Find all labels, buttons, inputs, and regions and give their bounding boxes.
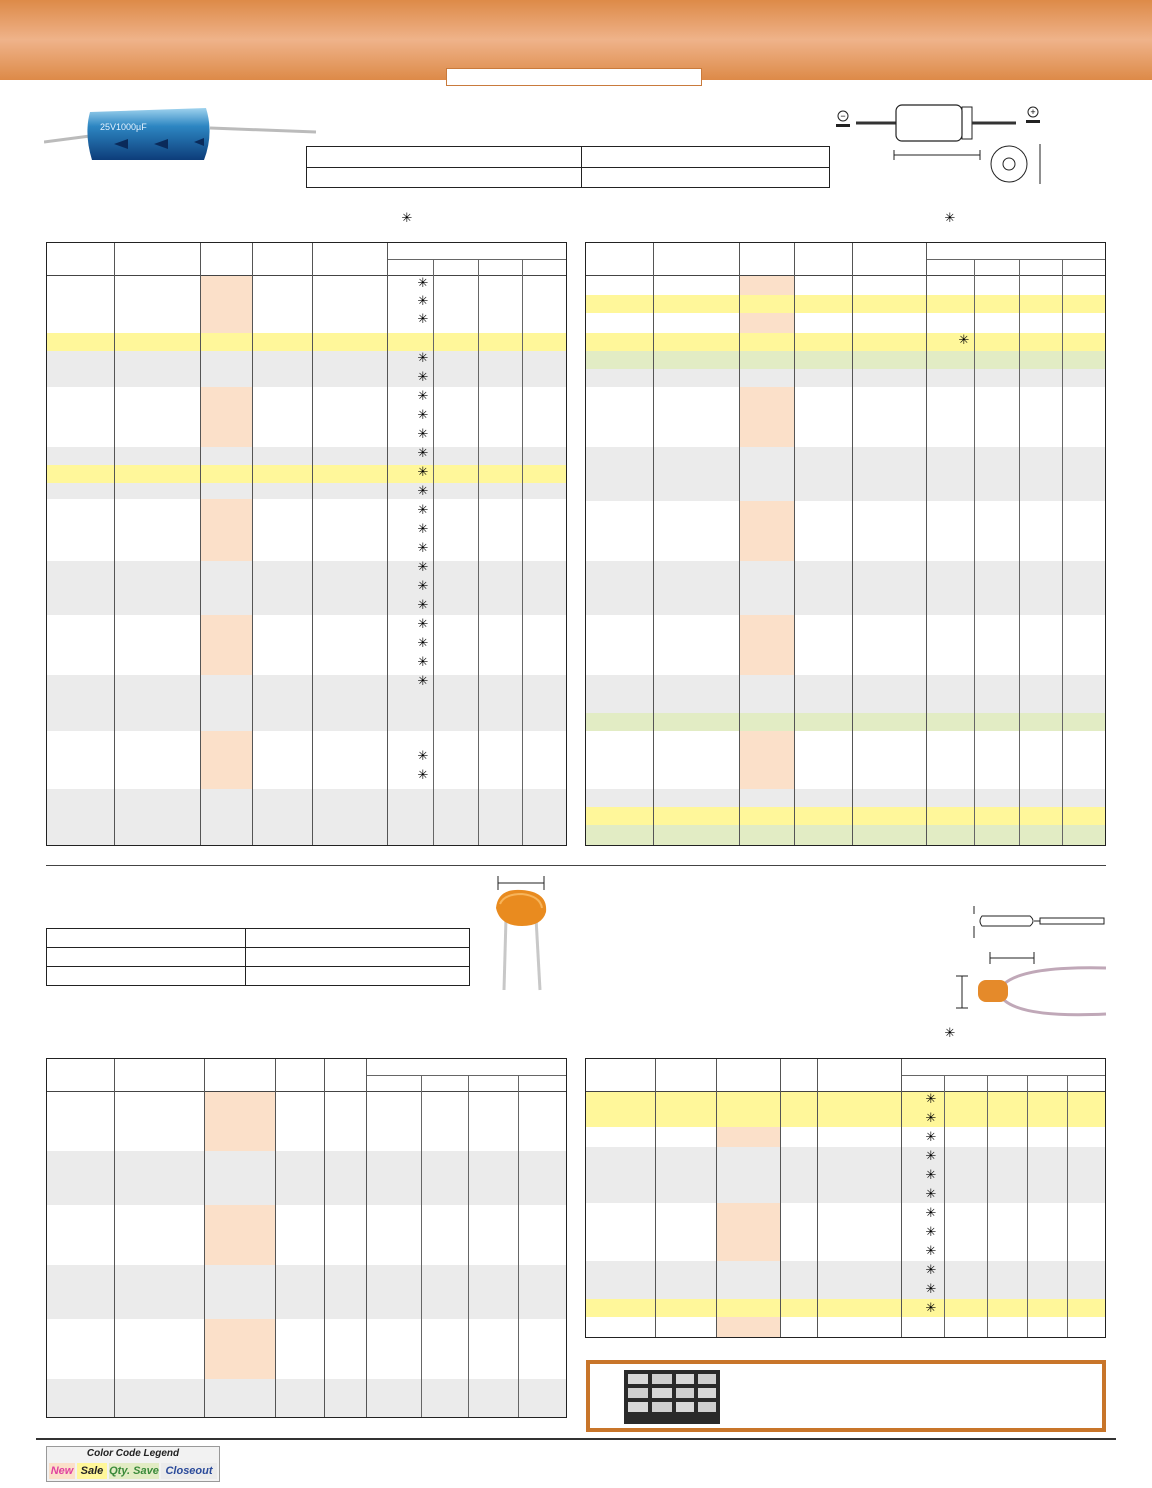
minus-symbol: − <box>840 111 846 121</box>
in-stock-marker: ✳ <box>417 427 429 442</box>
page-subtitle-box <box>446 68 702 86</box>
in-stock-marker: ✳ <box>944 211 956 226</box>
in-stock-marker: ✳ <box>417 503 429 518</box>
qty-save-row <box>586 713 1105 731</box>
in-stock-marker: ✳ <box>925 1301 937 1316</box>
in-stock-marker: ✳ <box>925 1111 937 1126</box>
in-stock-marker: ✳ <box>417 408 429 423</box>
in-stock-marker: ✳ <box>417 674 429 689</box>
new-column <box>204 1091 275 1417</box>
legend-sale: Sale <box>77 1463 107 1479</box>
footer-rule <box>36 1438 1116 1440</box>
in-stock-marker: ✳ <box>417 484 429 499</box>
in-stock-marker: ✳ <box>417 276 429 291</box>
spec-table-ceramic <box>46 928 470 986</box>
in-stock-marker: ✳ <box>417 312 429 327</box>
in-stock-marker: ✳ <box>417 294 429 309</box>
in-stock-marker: ✳ <box>417 655 429 670</box>
legend-title: Color Code Legend <box>86 1448 180 1459</box>
in-stock-marker: ✳ <box>417 522 429 537</box>
capacitor-table-1 <box>46 242 567 846</box>
axial-capacitor-photo <box>44 98 320 178</box>
in-stock-marker: ✳ <box>925 1263 937 1278</box>
in-stock-marker: ✳ <box>944 1026 956 1041</box>
in-stock-marker: ✳ <box>925 1206 937 1221</box>
in-stock-marker: ✳ <box>417 768 429 783</box>
capacitor-table-2 <box>585 242 1106 846</box>
in-stock-marker: ✳ <box>417 598 429 613</box>
sale-row <box>586 807 1105 825</box>
in-stock-marker: ✳ <box>925 1168 937 1183</box>
sale-row <box>586 333 1105 351</box>
in-stock-marker: ✳ <box>417 351 429 366</box>
in-stock-marker: ✳ <box>925 1282 937 1297</box>
in-stock-marker: ✳ <box>417 560 429 575</box>
spec-table-electrolytic <box>306 146 830 188</box>
in-stock-marker: ✳ <box>417 370 429 385</box>
plus-symbol: + <box>1030 107 1036 117</box>
in-stock-marker: ✳ <box>417 636 429 651</box>
axial-dimension-diagram <box>834 100 1058 190</box>
in-stock-marker: ✳ <box>925 1149 937 1164</box>
ceramic-axial-diagram <box>944 896 1108 1024</box>
sale-row <box>47 465 566 483</box>
color-code-legend <box>46 1446 220 1482</box>
section-divider <box>46 865 1106 866</box>
promo-box[interactable] <box>586 1360 1106 1432</box>
in-stock-marker: ✳ <box>417 579 429 594</box>
qty-save-row <box>586 351 1105 369</box>
in-stock-marker: ✳ <box>925 1092 937 1107</box>
in-stock-marker: ✳ <box>925 1130 937 1145</box>
disc-capacitor-photo <box>492 868 554 992</box>
in-stock-marker: ✳ <box>417 389 429 404</box>
in-stock-marker: ✳ <box>417 749 429 764</box>
parts-cabinet-image <box>624 1370 720 1424</box>
sale-row <box>586 295 1105 313</box>
capacitor-print-text: 25V1000µF <box>100 122 147 132</box>
capacitor-table-4 <box>585 1058 1106 1338</box>
in-stock-marker: ✳ <box>417 446 429 461</box>
in-stock-marker: ✳ <box>401 211 413 226</box>
legend-closeout: Closeout <box>161 1463 217 1479</box>
capacitor-table-3 <box>46 1058 567 1418</box>
in-stock-marker: ✳ <box>925 1244 937 1259</box>
in-stock-marker: ✳ <box>925 1225 937 1240</box>
in-stock-marker: ✳ <box>417 541 429 556</box>
in-stock-marker: ✳ <box>958 333 970 348</box>
in-stock-marker: ✳ <box>925 1187 937 1202</box>
qty-save-row <box>586 825 1105 846</box>
legend-new: New <box>50 1465 74 1477</box>
legend-qty-save: Qty. Save <box>109 1465 159 1477</box>
in-stock-marker: ✳ <box>417 465 429 480</box>
sale-row <box>47 333 566 351</box>
in-stock-marker: ✳ <box>417 617 429 632</box>
